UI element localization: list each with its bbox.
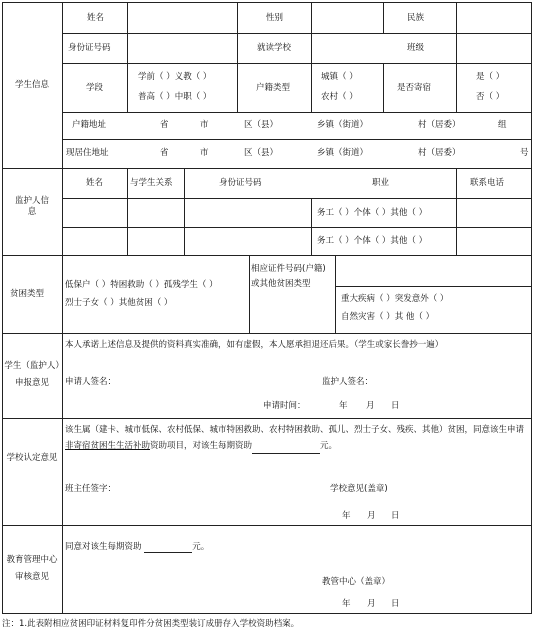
section-label-poverty: 贫困类型 [10, 289, 45, 299]
label-phone: 联系电话 [470, 178, 505, 188]
label-school-seal: 学校意见(盖章) [330, 484, 388, 494]
grid-line [2, 333, 532, 334]
label-center-seal: 教管中心（盖章） [322, 577, 391, 587]
label-hukou-address: 户籍地址 [72, 120, 107, 130]
section-label-school: 学校认定意见 [6, 453, 58, 463]
label-teacher-sign: 班主任签字： [65, 484, 117, 494]
option-disaster-other[interactable]: 自然灾害（ ）其 他（ ） [341, 312, 435, 322]
grid-line [311, 198, 312, 255]
addr-town: 乡镇（街道） [317, 120, 369, 130]
grid-line [127, 2, 128, 112]
section-label-application: 学生（监护人）申报意见 [4, 361, 60, 388]
grid-line [2, 255, 532, 256]
addr-county: 区（县） [244, 120, 279, 130]
grid-line [383, 63, 384, 112]
date-month: 月 [367, 599, 376, 609]
label-stage: 学段 [86, 83, 104, 93]
label-school: 就读学校 [257, 43, 292, 53]
date-day: 日 [391, 511, 400, 521]
addr-village: 村（居委） [418, 120, 461, 130]
grid-line [2, 525, 532, 526]
poverty-types-line2[interactable]: 烈士子女（ ）其他贫困（ ） [65, 298, 173, 308]
grid-line [62, 112, 532, 113]
date-day: 日 [391, 599, 400, 609]
option-stage-pre-compulsory[interactable]: 学前（ ）义教（ ） [138, 72, 212, 82]
addr-city: 市 [200, 120, 209, 130]
grid-line [237, 2, 238, 112]
pledge-text: 本人承诺上述信息及提供的资料真实准确，如有虚假，本人愿承担退还后果。（学生或家长誊抄一遍） [65, 340, 444, 350]
section-label-guardian: 监护人信息 [14, 196, 49, 217]
grid-line [62, 2, 63, 614]
label-guardian-name: 姓名 [86, 178, 104, 188]
grid-line [62, 139, 532, 140]
center-amount-blank[interactable] [144, 542, 192, 553]
subsidy-name: 非寄宿贫困生生活补助 [65, 441, 151, 451]
label-guardian-id: 身份证号码 [219, 178, 262, 188]
option-rural[interactable]: 农村（ ） [321, 92, 358, 102]
grid-line [383, 2, 384, 33]
option-stage-high-vocational[interactable]: 普高（ ）中职（ ） [138, 92, 212, 102]
addr-city: 市 [200, 148, 209, 158]
center-agree-text: 同意对该生每期资助 元。 [65, 542, 210, 552]
label-current-address: 现居住地址 [66, 148, 109, 158]
addr-town: 乡镇（街道） [317, 148, 369, 158]
label-ethnicity: 民族 [407, 13, 425, 23]
grid-line [184, 168, 185, 255]
addr-province: 省 [160, 120, 169, 130]
grid-line [2, 168, 532, 169]
date-year: 年 [339, 401, 348, 411]
label-class: 班级 [407, 43, 425, 53]
label-cert-or-other: 相应证件号码(户籍)或其他贫困类型 [251, 264, 326, 289]
label-applicant-sign: 申请人签名： [65, 377, 117, 387]
date-year: 年 [342, 599, 351, 609]
addr-county: 区（县） [244, 148, 279, 158]
grid-line [62, 198, 532, 199]
label-id-number: 身份证号码 [68, 43, 111, 53]
label-name: 姓名 [87, 13, 105, 23]
date-day: 日 [391, 401, 400, 411]
option-illness-accident[interactable]: 重大疾病（ ）突发意外（ ） [341, 294, 449, 304]
grid-line [456, 168, 457, 255]
school-text: 该生属（建卡、城市低保、农村低保、城市特困救助、农村特困救助、孤儿、烈士子女、残疾、其他）贫困，同意该生申请非寄宿贫困生生活补助资助项目，对该生每期资助 元。 [65, 422, 529, 454]
grid-line [127, 168, 128, 255]
grid-line [62, 63, 532, 64]
option-boarding-yes[interactable]: 是（ ） [476, 72, 505, 82]
label-gender: 性别 [266, 13, 284, 23]
label-relation: 与学生关系 [130, 178, 173, 188]
grid-line [311, 2, 312, 112]
label-guardian-sign: 监护人签名： [322, 377, 374, 387]
addr-village: 村（居委） [418, 148, 461, 158]
addr-number: 号 [520, 148, 529, 158]
date-year: 年 [342, 511, 351, 521]
label-job: 职业 [372, 178, 390, 188]
section-label-center: 教育管理中心审核意见 [6, 555, 58, 582]
date-month: 月 [367, 511, 376, 521]
job-options-1[interactable]: 务工（ ）个体（ ）其他（ ） [317, 208, 428, 218]
grid-line [62, 227, 532, 228]
poverty-types-line1[interactable]: 低保户（ ）特困救助（ ）孤残学生（ ） [65, 280, 218, 290]
grid-line [62, 33, 532, 34]
addr-province: 省 [160, 148, 169, 158]
grid-line [2, 418, 532, 419]
amount-blank[interactable] [252, 443, 320, 454]
addr-group: 组 [498, 120, 507, 130]
label-hukou-type: 户籍类型 [256, 83, 291, 93]
label-boarding: 是否寄宿 [397, 83, 432, 93]
grid-line [456, 2, 457, 112]
grid-line [249, 255, 250, 333]
section-label-student: 学生信息 [14, 80, 49, 90]
date-month: 月 [366, 401, 375, 411]
footnote: 注：1.此表附相应贫困印证材料复印件分贫困类型装订成册存入学校资助档案。 [2, 619, 300, 629]
grid-line [335, 255, 336, 333]
label-apply-date: 申请时间： [263, 401, 306, 411]
job-options-2[interactable]: 务工（ ）个体（ ）其他（ ） [317, 236, 428, 246]
option-boarding-no[interactable]: 否（ ） [476, 92, 505, 102]
grid-line [335, 286, 532, 287]
option-urban[interactable]: 城镇（ ） [321, 72, 358, 82]
